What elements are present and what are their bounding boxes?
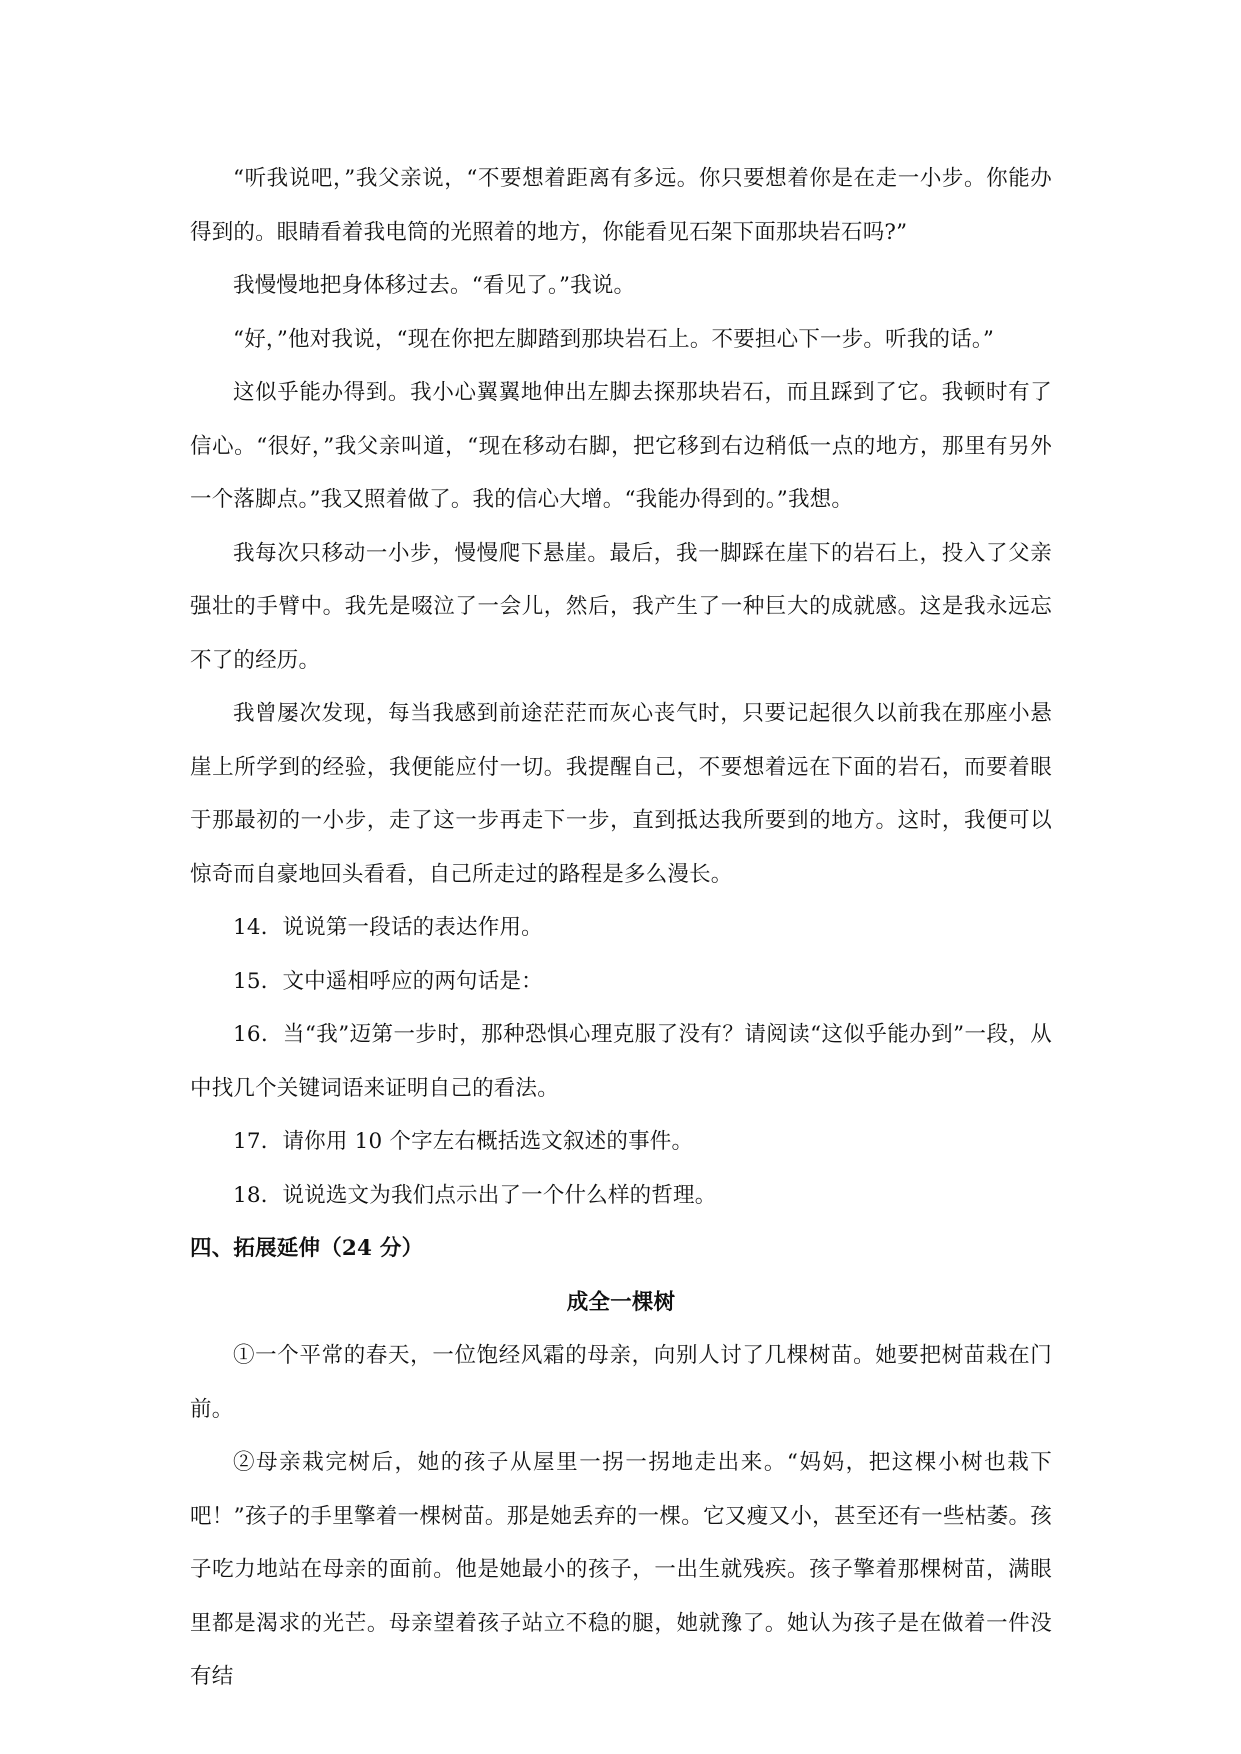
question-16: 16．当“我”迈第一步时，那种恐惧心理克服了没有？请阅读“这似乎能办到”一段，从中找几个关键词语来证明自己的看法。 (190, 1022, 1052, 1101)
page-content (190, 152, 1052, 1704)
passage-paragraph: “好，”他对我说，“现在你把左脚踏到那块岩石上。不要担心下一步。听我的话。” (233, 326, 995, 352)
passage-paragraph: 我曾屡次发现，每当我感到前途茫茫而灰心丧气时，只要记起很久以前我在那座小悬崖上所学到的经验，我便能应付一切。我提醒自己，不要想着远在下面的岩石，而要着眼于那最初的一小步，走了这一步再走下一步，直到抵达我所要到的地方。这时，我便可以惊奇而自豪地回头看看，自己所走过的路程是多么漫长。 (190, 701, 1052, 887)
passage-paragraph: 这似乎能办得到。我小心翼翼地伸出左脚去探那块岩石，而且踩到了它。我顿时有了信心。“很好，”我父亲叫道，“现在移动右脚，把它移到右边稍低一点的地方，那里有另外一个落脚点。”我又照着做了。我的信心大增。“我能办得到的。”我想。 (190, 380, 1052, 512)
story-paragraph: ①一个平常的春天，一位饱经风霜的母亲，向别人讨了几棵树苗。她要把树苗栽在门前。 (190, 1343, 1052, 1422)
story-title: 成全一棵树 (566, 1289, 676, 1315)
question-18: 18．说说选文为我们点示出了一个什么样的哲理。 (233, 1182, 717, 1208)
passage-paragraph: 我每次只移动一小步，慢慢爬下悬崖。最后，我一脚踩在崖下的岩石上，投入了父亲强壮的手臂中。我先是啜泣了一会儿，然后，我产生了一种巨大的成就感。这是我永远忘不了的经历。 (190, 540, 1052, 673)
question-15: 15．文中遥相呼应的两句话是： (233, 968, 543, 994)
question-14: 14．说说第一段话的表达作用。 (233, 915, 543, 940)
question-17: 17．请你用 10 个字左右概括选文叙述的事件。 (233, 1129, 694, 1154)
story-paragraph: ②母亲栽完树后，她的孩子从屋里一拐一拐地走出来。“妈妈，把这棵小树也栽下吧！”孩子的手里擎着一棵树苗。那是她丢弃的一棵。它又瘦又小，甚至还有一些枯萎。孩子吃力地站在母亲的面前。他是她最小的孩子，一出生就残疾。孩子擎着那棵树苗，满眼里都是渴求的光芒。母亲望着孩子站立不稳的腿，她就豫了。她认为孩子是在做着一件没有结 (190, 1450, 1052, 1689)
section-heading: 四、拓展延伸（24 分） (190, 1236, 424, 1261)
passage-paragraph: 我慢慢地把身体移过去。“看见了。”我说。 (233, 273, 636, 298)
passage-paragraph: “听我说吧，”我父亲说，“不要想着距离有多远。你只要想着你是在走一小步。你能办得到的。眼睛看着我电筒的光照着的地方，你能看见石架下面那块岩石吗?” (190, 166, 1052, 245)
